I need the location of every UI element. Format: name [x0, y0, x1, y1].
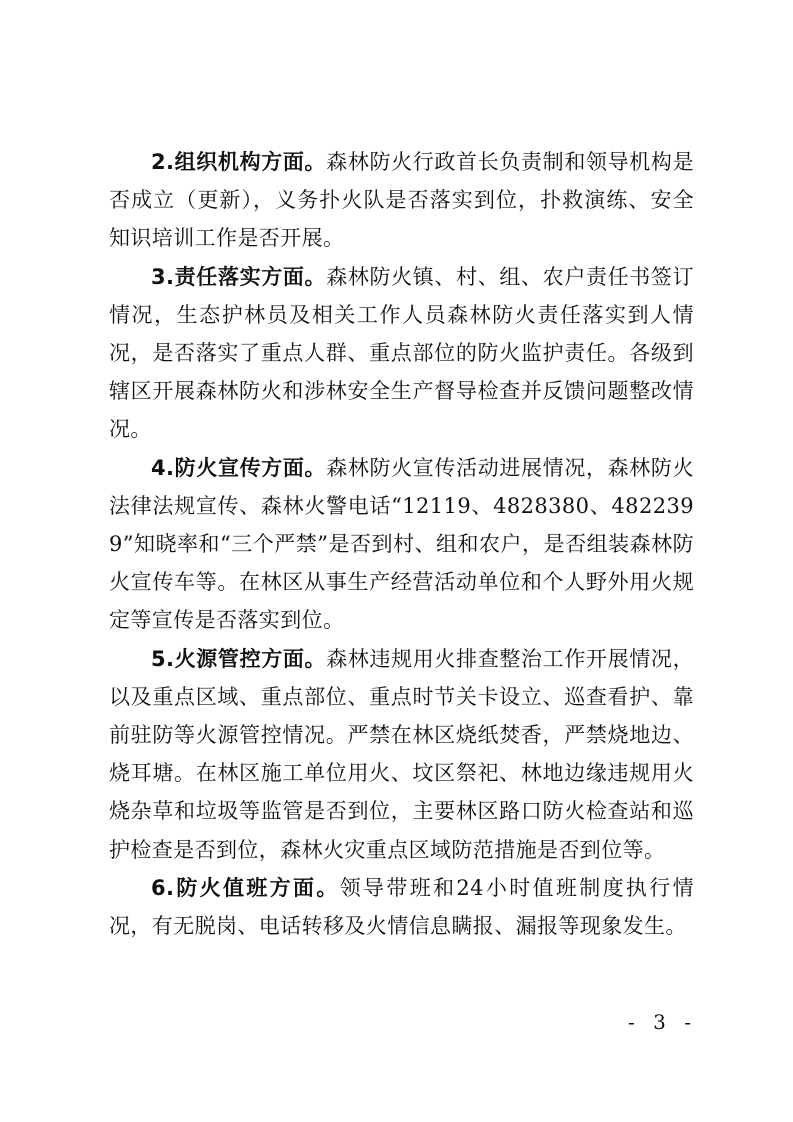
section-publicity	[109, 449, 694, 640]
section-text: 领导带班和24小时值班制度执行情况，有无脱岗、电话转移及火情信息瞒报、漏报等现象发生。	[109, 875, 694, 939]
section-heading: 5.火源管控方面。	[151, 646, 327, 671]
section-text: 森林防火宣传活动进展情况，森林防火法律法规宣传、森林火警电话“12119、4828380、4822399”知晓率和“三个严禁”是否到村、组和农户，是否组装森林防火宣传车等。在林区从事生产经营活动单位和个人野外用火规定等宣传是否落实到位。	[109, 455, 694, 633]
page-number: - 3 -	[628, 1010, 697, 1034]
section-responsibility	[109, 258, 694, 449]
section-heading: 3.责任落实方面。	[151, 264, 327, 289]
section-text: 森林防火行政首长负责制和领导机构是否成立（更新），义务扑火队是否落实到位，扑救演练、安全知识培训工作是否开展。	[109, 150, 694, 251]
section-duty	[109, 869, 694, 945]
section-heading: 2.组织机构方面。	[151, 150, 327, 174]
section-fire-source-control	[109, 640, 694, 869]
document-body	[109, 143, 694, 945]
section-heading: 6.防火值班方面。	[151, 875, 340, 900]
section-heading: 4.防火宣传方面。	[151, 455, 327, 480]
section-organization	[109, 143, 694, 258]
section-text: 森林防火镇、村、组、农户责任书签订情况，生态护林员及相关工作人员森林防火责任落实到人情况，是否落实了重点人群、重点部位的防火监护责任。各级到辖区开展森林防火和涉林安全生产督导检查并反馈问题整改情况。	[109, 264, 694, 442]
section-text: 森林违规用火排查整治工作开展情况，以及重点区域、重点部位、重点时节关卡设立、巡查看护、靠前驻防等火源管控情况。严禁在林区烧纸焚香，严禁烧地边、烧耳塘。在林区施工单位用火、坟区祭祀、林地边缘违规用火烧杂草和垃圾等监管是否到位，主要林区路口防火检查站和巡护检查是否到位，森林火灾重点区域防范措施是否到位等。	[109, 646, 694, 862]
